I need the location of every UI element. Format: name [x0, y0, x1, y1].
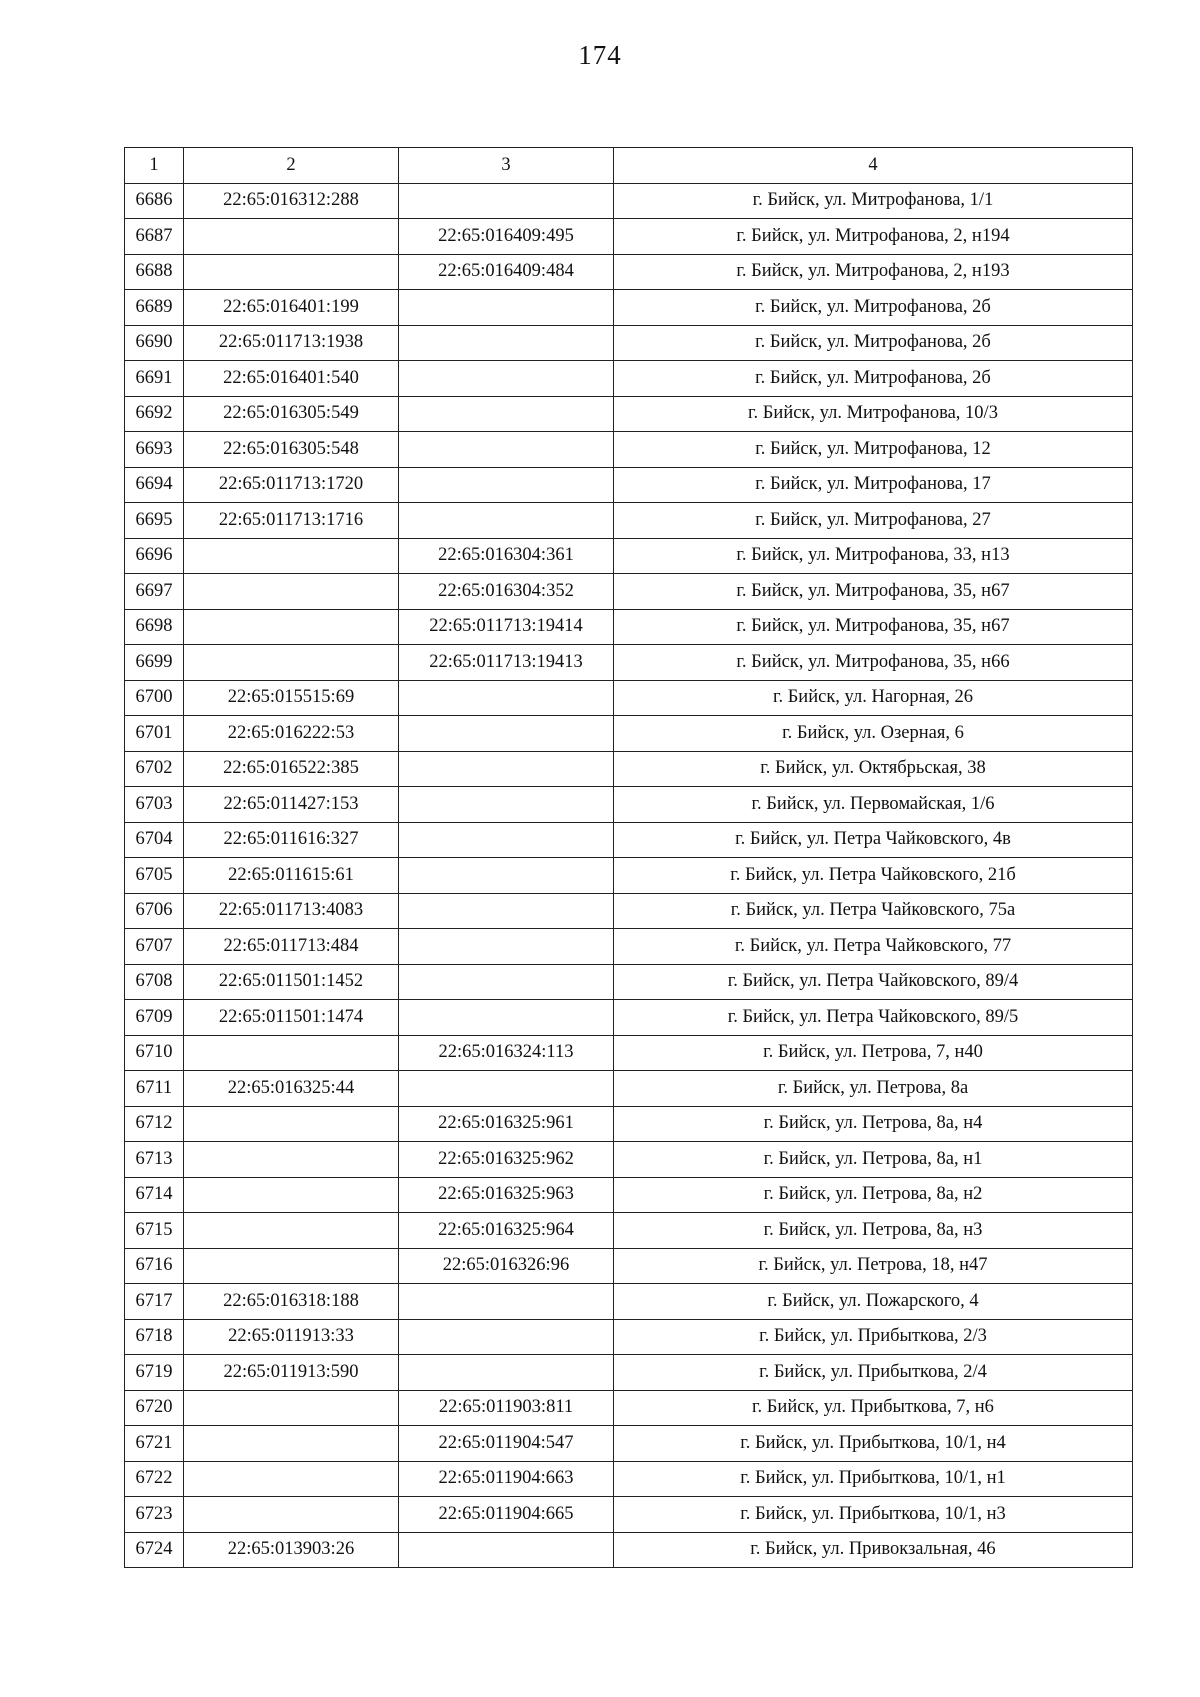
row-number-cell: 6696 [125, 538, 184, 574]
table-row [125, 1284, 1133, 1320]
land-cadastral-number-cell [184, 1213, 399, 1249]
address-cell: г. Бийск, ул. Петра Чайковского, 21б [614, 858, 1133, 894]
address-cell: г. Бийск, ул. Митрофанова, 35, н66 [614, 645, 1133, 681]
row-number-cell: 6708 [125, 964, 184, 1000]
row-number-cell: 6721 [125, 1426, 184, 1462]
building-cadastral-number-cell [399, 1355, 614, 1391]
table-row [125, 503, 1133, 539]
land-cadastral-number-cell: 22:65:016522:385 [184, 751, 399, 787]
building-cadastral-number-cell [399, 396, 614, 432]
table-row [125, 1390, 1133, 1426]
table-row [125, 1106, 1133, 1142]
table-row [125, 1071, 1133, 1107]
row-number-cell: 6724 [125, 1532, 184, 1568]
address-cell: г. Бийск, ул. Митрофанова, 2б [614, 325, 1133, 361]
row-number-cell: 6686 [125, 183, 184, 219]
column-header-3: 3 [399, 148, 614, 184]
row-number-cell: 6702 [125, 751, 184, 787]
row-number-cell: 6687 [125, 219, 184, 255]
address-cell: г. Бийск, ул. Пожарского, 4 [614, 1284, 1133, 1320]
address-cell: г. Бийск, ул. Митрофанова, 35, н67 [614, 609, 1133, 645]
property-registry-table [124, 147, 1133, 1568]
land-cadastral-number-cell: 22:65:011501:1474 [184, 1000, 399, 1036]
building-cadastral-number-cell: 22:65:011904:665 [399, 1497, 614, 1533]
land-cadastral-number-cell [184, 645, 399, 681]
address-cell: г. Бийск, ул. Петрова, 8а, н1 [614, 1142, 1133, 1178]
land-cadastral-number-cell: 22:65:011713:1938 [184, 325, 399, 361]
address-cell: г. Бийск, ул. Первомайская, 1/6 [614, 787, 1133, 823]
address-cell: г. Бийск, ул. Петрова, 8а, н2 [614, 1177, 1133, 1213]
address-cell: г. Бийск, ул. Петра Чайковского, 75а [614, 893, 1133, 929]
row-number-cell: 6691 [125, 361, 184, 397]
land-cadastral-number-cell: 22:65:011713:484 [184, 929, 399, 965]
row-number-cell: 6689 [125, 290, 184, 326]
row-number-cell: 6716 [125, 1248, 184, 1284]
building-cadastral-number-cell: 22:65:016325:963 [399, 1177, 614, 1213]
land-cadastral-number-cell [184, 1248, 399, 1284]
row-number-cell: 6694 [125, 467, 184, 503]
building-cadastral-number-cell [399, 680, 614, 716]
row-number-cell: 6698 [125, 609, 184, 645]
address-cell: г. Бийск, ул. Митрофанова, 2б [614, 361, 1133, 397]
building-cadastral-number-cell [399, 929, 614, 965]
building-cadastral-number-cell [399, 432, 614, 468]
address-cell: г. Бийск, ул. Митрофанова, 27 [614, 503, 1133, 539]
address-cell: г. Бийск, ул. Прибыткова, 10/1, н1 [614, 1461, 1133, 1497]
table-row [125, 1213, 1133, 1249]
table-row [125, 538, 1133, 574]
address-cell: г. Бийск, ул. Петра Чайковского, 89/4 [614, 964, 1133, 1000]
land-cadastral-number-cell: 22:65:011501:1452 [184, 964, 399, 1000]
building-cadastral-number-cell: 22:65:016326:96 [399, 1248, 614, 1284]
address-cell: г. Бийск, ул. Митрофанова, 17 [614, 467, 1133, 503]
table-row [125, 574, 1133, 610]
building-cadastral-number-cell: 22:65:011903:811 [399, 1390, 614, 1426]
table-row [125, 254, 1133, 290]
building-cadastral-number-cell: 22:65:011904:547 [399, 1426, 614, 1462]
land-cadastral-number-cell [184, 574, 399, 610]
land-cadastral-number-cell [184, 1177, 399, 1213]
building-cadastral-number-cell [399, 1071, 614, 1107]
table-row [125, 1142, 1133, 1178]
address-cell: г. Бийск, ул. Митрофанова, 2, н193 [614, 254, 1133, 290]
land-cadastral-number-cell: 22:65:016401:199 [184, 290, 399, 326]
row-number-cell: 6717 [125, 1284, 184, 1320]
land-cadastral-number-cell: 22:65:016325:44 [184, 1071, 399, 1107]
building-cadastral-number-cell [399, 716, 614, 752]
row-number-cell: 6720 [125, 1390, 184, 1426]
land-cadastral-number-cell [184, 609, 399, 645]
building-cadastral-number-cell [399, 964, 614, 1000]
building-cadastral-number-cell: 22:65:016304:361 [399, 538, 614, 574]
address-cell: г. Бийск, ул. Озерная, 6 [614, 716, 1133, 752]
row-number-cell: 6690 [125, 325, 184, 361]
table-row [125, 822, 1133, 858]
land-cadastral-number-cell: 22:65:016305:549 [184, 396, 399, 432]
building-cadastral-number-cell: 22:65:011904:663 [399, 1461, 614, 1497]
land-cadastral-number-cell: 22:65:011713:4083 [184, 893, 399, 929]
land-cadastral-number-cell [184, 1426, 399, 1462]
table-row [125, 645, 1133, 681]
building-cadastral-number-cell: 22:65:011713:19413 [399, 645, 614, 681]
address-cell: г. Бийск, ул. Митрофанова, 1/1 [614, 183, 1133, 219]
address-cell: г. Бийск, ул. Привокзальная, 46 [614, 1532, 1133, 1568]
land-cadastral-number-cell [184, 1106, 399, 1142]
table-row [125, 183, 1133, 219]
address-cell: г. Бийск, ул. Митрофанова, 12 [614, 432, 1133, 468]
land-cadastral-number-cell [184, 538, 399, 574]
table-row [125, 1461, 1133, 1497]
table-row [125, 787, 1133, 823]
land-cadastral-number-cell: 22:65:011913:33 [184, 1319, 399, 1355]
land-cadastral-number-cell: 22:65:011713:1716 [184, 503, 399, 539]
table-row [125, 396, 1133, 432]
table-row [125, 1426, 1133, 1462]
row-number-cell: 6695 [125, 503, 184, 539]
table-row [125, 1497, 1133, 1533]
row-number-cell: 6712 [125, 1106, 184, 1142]
table-row [125, 1035, 1133, 1071]
building-cadastral-number-cell [399, 751, 614, 787]
address-cell: г. Бийск, ул. Петра Чайковского, 4в [614, 822, 1133, 858]
row-number-cell: 6703 [125, 787, 184, 823]
building-cadastral-number-cell: 22:65:016304:352 [399, 574, 614, 610]
table-row [125, 432, 1133, 468]
table-row [125, 219, 1133, 255]
table-row [125, 1000, 1133, 1036]
building-cadastral-number-cell [399, 858, 614, 894]
row-number-cell: 6707 [125, 929, 184, 965]
row-number-cell: 6715 [125, 1213, 184, 1249]
column-header-2: 2 [184, 148, 399, 184]
land-cadastral-number-cell: 22:65:016305:548 [184, 432, 399, 468]
land-cadastral-number-cell: 22:65:011615:61 [184, 858, 399, 894]
table-row [125, 609, 1133, 645]
address-cell: г. Бийск, ул. Прибыткова, 2/4 [614, 1355, 1133, 1391]
row-number-cell: 6713 [125, 1142, 184, 1178]
row-number-cell: 6701 [125, 716, 184, 752]
land-cadastral-number-cell: 22:65:011427:153 [184, 787, 399, 823]
address-cell: г. Бийск, ул. Петрова, 7, н40 [614, 1035, 1133, 1071]
table-body [125, 183, 1133, 1568]
land-cadastral-number-cell [184, 1035, 399, 1071]
row-number-cell: 6718 [125, 1319, 184, 1355]
land-cadastral-number-cell: 22:65:016222:53 [184, 716, 399, 752]
address-cell: г. Бийск, ул. Прибыткова, 2/3 [614, 1319, 1133, 1355]
table-row [125, 325, 1133, 361]
building-cadastral-number-cell [399, 325, 614, 361]
land-cadastral-number-cell: 22:65:011616:327 [184, 822, 399, 858]
table-row [125, 716, 1133, 752]
building-cadastral-number-cell [399, 1000, 614, 1036]
land-cadastral-number-cell: 22:65:016312:288 [184, 183, 399, 219]
building-cadastral-number-cell: 22:65:016409:495 [399, 219, 614, 255]
column-header-1: 1 [125, 148, 184, 184]
land-cadastral-number-cell: 22:65:013903:26 [184, 1532, 399, 1568]
address-cell: г. Бийск, ул. Петрова, 8а [614, 1071, 1133, 1107]
table-row [125, 751, 1133, 787]
building-cadastral-number-cell [399, 503, 614, 539]
row-number-cell: 6692 [125, 396, 184, 432]
address-cell: г. Бийск, ул. Митрофанова, 35, н67 [614, 574, 1133, 610]
table-row [125, 929, 1133, 965]
row-number-cell: 6711 [125, 1071, 184, 1107]
table-row [125, 467, 1133, 503]
row-number-cell: 6723 [125, 1497, 184, 1533]
table-row [125, 290, 1133, 326]
address-cell: г. Бийск, ул. Октябрьская, 38 [614, 751, 1133, 787]
land-cadastral-number-cell: 22:65:015515:69 [184, 680, 399, 716]
address-cell: г. Бийск, ул. Прибыткова, 10/1, н3 [614, 1497, 1133, 1533]
row-number-cell: 6704 [125, 822, 184, 858]
row-number-cell: 6710 [125, 1035, 184, 1071]
address-cell: г. Бийск, ул. Петра Чайковского, 77 [614, 929, 1133, 965]
table-row [125, 361, 1133, 397]
building-cadastral-number-cell [399, 290, 614, 326]
building-cadastral-number-cell [399, 467, 614, 503]
row-number-cell: 6705 [125, 858, 184, 894]
land-cadastral-number-cell [184, 1461, 399, 1497]
row-number-cell: 6706 [125, 893, 184, 929]
row-number-cell: 6722 [125, 1461, 184, 1497]
table-header-row [125, 148, 1133, 184]
land-cadastral-number-cell [184, 1142, 399, 1178]
table-row [125, 680, 1133, 716]
building-cadastral-number-cell: 22:65:016325:962 [399, 1142, 614, 1178]
column-header-4: 4 [614, 148, 1133, 184]
row-number-cell: 6697 [125, 574, 184, 610]
row-number-cell: 6699 [125, 645, 184, 681]
building-cadastral-number-cell [399, 1532, 614, 1568]
building-cadastral-number-cell: 22:65:016325:964 [399, 1213, 614, 1249]
row-number-cell: 6700 [125, 680, 184, 716]
address-cell: г. Бийск, ул. Митрофанова, 33, н13 [614, 538, 1133, 574]
table-row [125, 858, 1133, 894]
land-cadastral-number-cell: 22:65:016401:540 [184, 361, 399, 397]
building-cadastral-number-cell: 22:65:016324:113 [399, 1035, 614, 1071]
address-cell: г. Бийск, ул. Нагорная, 26 [614, 680, 1133, 716]
table-row [125, 1355, 1133, 1391]
page-number: 174 [578, 40, 622, 70]
land-cadastral-number-cell: 22:65:016318:188 [184, 1284, 399, 1320]
land-cadastral-number-cell [184, 219, 399, 255]
address-cell: г. Бийск, ул. Прибыткова, 10/1, н4 [614, 1426, 1133, 1462]
table-row [125, 964, 1133, 1000]
building-cadastral-number-cell [399, 1319, 614, 1355]
table-row [125, 1248, 1133, 1284]
row-number-cell: 6719 [125, 1355, 184, 1391]
row-number-cell: 6709 [125, 1000, 184, 1036]
land-cadastral-number-cell [184, 1390, 399, 1426]
building-cadastral-number-cell [399, 787, 614, 823]
land-cadastral-number-cell [184, 254, 399, 290]
address-cell: г. Бийск, ул. Митрофанова, 2б [614, 290, 1133, 326]
address-cell: г. Бийск, ул. Митрофанова, 2, н194 [614, 219, 1133, 255]
building-cadastral-number-cell [399, 822, 614, 858]
address-cell: г. Бийск, ул. Петра Чайковского, 89/5 [614, 1000, 1133, 1036]
building-cadastral-number-cell [399, 893, 614, 929]
building-cadastral-number-cell: 22:65:011713:19414 [399, 609, 614, 645]
building-cadastral-number-cell [399, 1284, 614, 1320]
row-number-cell: 6688 [125, 254, 184, 290]
address-cell: г. Бийск, ул. Петрова, 8а, н3 [614, 1213, 1133, 1249]
row-number-cell: 6693 [125, 432, 184, 468]
building-cadastral-number-cell: 22:65:016325:961 [399, 1106, 614, 1142]
table-row [125, 1319, 1133, 1355]
building-cadastral-number-cell [399, 183, 614, 219]
building-cadastral-number-cell: 22:65:016409:484 [399, 254, 614, 290]
table-row [125, 893, 1133, 929]
address-cell: г. Бийск, ул. Петрова, 18, н47 [614, 1248, 1133, 1284]
address-cell: г. Бийск, ул. Митрофанова, 10/3 [614, 396, 1133, 432]
address-cell: г. Бийск, ул. Петрова, 8а, н4 [614, 1106, 1133, 1142]
land-cadastral-number-cell: 22:65:011913:590 [184, 1355, 399, 1391]
building-cadastral-number-cell [399, 361, 614, 397]
land-cadastral-number-cell: 22:65:011713:1720 [184, 467, 399, 503]
address-cell: г. Бийск, ул. Прибыткова, 7, н6 [614, 1390, 1133, 1426]
table-row [125, 1532, 1133, 1568]
table-row [125, 1177, 1133, 1213]
row-number-cell: 6714 [125, 1177, 184, 1213]
land-cadastral-number-cell [184, 1497, 399, 1533]
